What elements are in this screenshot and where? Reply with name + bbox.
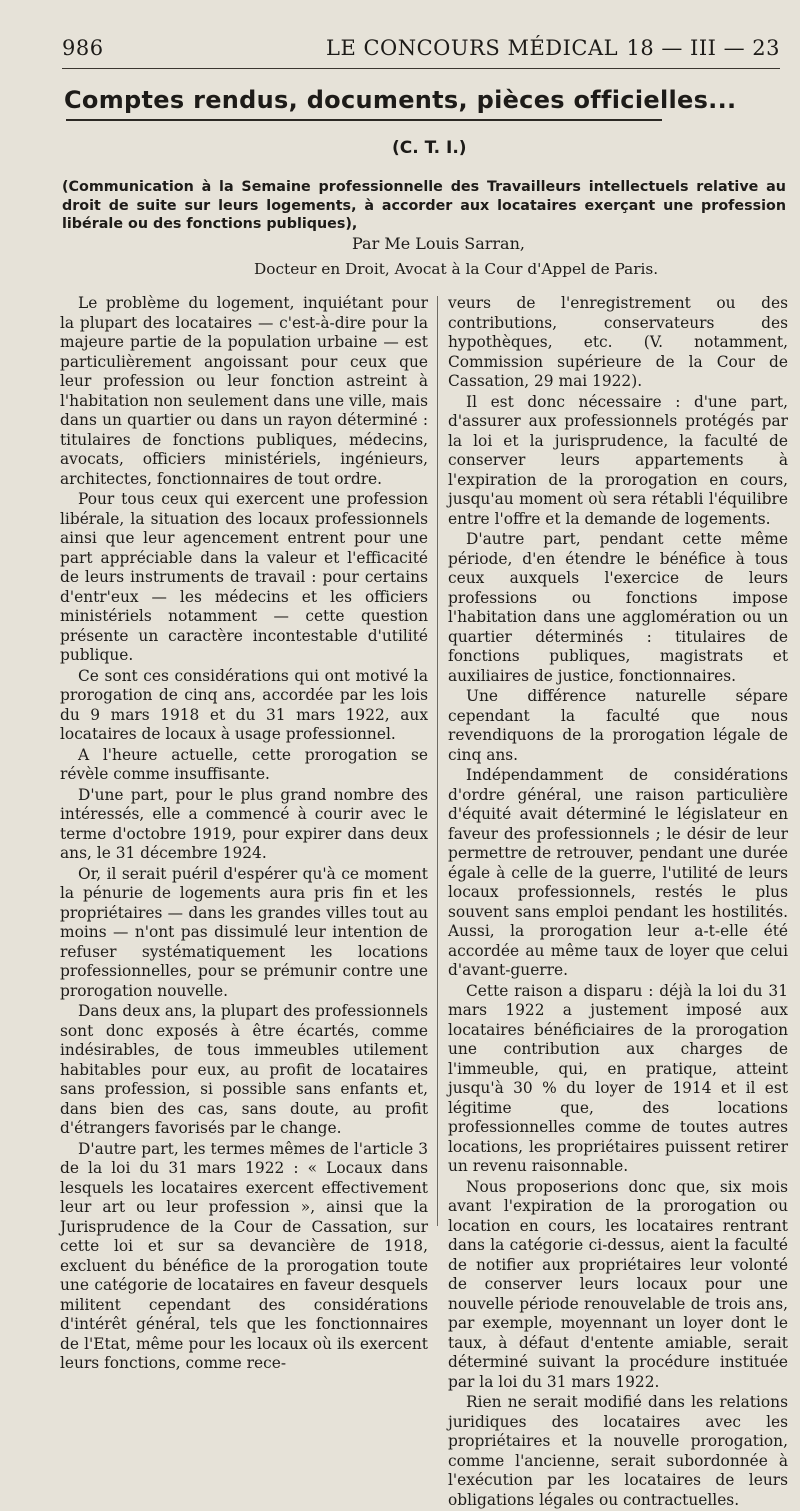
paragraph: Rien ne serait modifié dans les relations juridiques des locataires avec les propriétaires et la nouvelle prorogation, comme l'ancienne, serait subordonnée à l'exécution par les locataires de leurs obligations légales ou contractuelles. — [448, 1393, 788, 1509]
title-underline — [66, 119, 662, 121]
paragraph: Indépendamment de considérations d'ordre général, une raison particulière d'équité avait déterminé le législateur en faveur des professionnels ; le désir de leur permettre de retrouver, pendant une durée égale à celle de la guerre, l'utilité de leurs locaux professionnels, restés le plus souvent sans emploi pendant les hostilités. Aussi, la prorogation leur a-t-elle été accordée au même taux de loyer que celui d'avant-guerre. — [448, 766, 788, 979]
section-title: Comptes rendus, documents, pièces officielles... — [64, 86, 737, 114]
author-title: Docteur en Droit, Avocat à la Cour d'Appel de Paris. — [254, 260, 659, 278]
paragraph: Nous proposerions donc que, six mois avant l'expiration de la prorogation ou location en cours, les locataires rentrant dans la catégorie ci-dessus, aient la faculté de notifier aux propriétaires leur volonté de conserver leurs locaux pour une nouvelle période renouvelable de trois ans, par exemple, moyennant un loyer dont le taux, à défaut d'entente amiable, serait déterminé suivant la procédure instituée par la loi du 31 mars 1922. — [448, 1177, 788, 1391]
paragraph: D'autre part, pendant cette même période, d'en étendre le bénéfice à tous ceux auxquels l'exercice de leurs professions ou fonctions impose l'habitation dans une agglomération ou un quartier déterminés : titulaires de fonctions publiques, magistrats et auxiliaires de justice, fonctionnaires. — [448, 530, 788, 685]
page-number: 986 — [62, 36, 104, 60]
paragraph: Ce sont ces considérations qui ont motivé la prorogation de cinq ans, accordée par les lois du 9 mars 1918 et du 31 mars 1922, aux locataires de locaux à usage professionnel. — [60, 666, 428, 743]
paragraph: Or, il serait puéril d'espérer qu'à ce moment la pénurie de logements aura pris fin et les propriétaires — dans les grandes villes tout au moins — n'ont pas dissimulé leur intention de refuser systématiquement les locations professionnelles, pour se prémunir contre une prorogation nouvelle. — [60, 864, 428, 1000]
paragraph: D'une part, pour le plus grand nombre des intéressés, elle a commencé à courir avec le terme d'octobre 1919, pour expirer dans deux ans, le 31 décembre 1924. — [60, 785, 428, 862]
paragraph: Il est donc nécessaire : d'une part, d'assurer aux professionnels protégés par la loi et la jurisprudence, la faculté de conserver leurs appartements à l'expiration de la prorogation en cours, jusqu'au moment où sera rétabli l'équilibre entre l'offre et la demande de logements. — [448, 392, 788, 528]
running-head — [62, 36, 780, 66]
paragraph: veurs de l'enregistrement ou des contributions, conservateurs des hypothèques, etc. (V. notamment, Commission supérieure de la Cour de Cassation, 29 mai 1922). — [448, 294, 788, 390]
header-rule — [62, 68, 780, 69]
journal-name: LE CONCOURS MÉDICAL — [326, 36, 619, 60]
paragraph: Dans deux ans, la plupart des professionnels sont donc exposés à être écartés, comme indésirables, de tous immeubles utilement habitables pour eux, au profit de locataires sans profession, si possible sans enfants et, dans bien des cas, sans doute, au profit d'étrangers favorisés par le change. — [60, 1002, 428, 1137]
paragraph: Le problème du logement, inquiétant pour la plupart des locataires — c'est-à-dire pour la majeure partie de la population urbaine — est particulièrement angoissant pour ceux que leur profession ou leur fonction astreint à l'habitation non seulement dans une ville, mais dans un quartier ou dans un rayon déterminé : titulaires de fonctions publiques, médecins, avocats, officiers ministériels, ingénieurs, architectes, fonctionnaires de tout ordre. — [60, 294, 428, 488]
cti-heading: (C. T. I.) — [392, 138, 467, 158]
column-divider — [437, 296, 438, 1226]
paragraph: Une différence naturelle sépare cependant la faculté que nous revendiquons de la prorogation légale de cinq ans. — [448, 687, 788, 764]
communication-heading: (Communication à la Semaine professionnelle des Travailleurs intellectuels relative au droit de suite sur leurs logements, à accorder aux locataires exerçant une profession libérale ou des fonctions publiques), — [62, 179, 786, 232]
issue-date: 18 — III — 23 — [626, 36, 780, 60]
paragraph: D'autre part, les termes mêmes de l'article 3 de la loi du 31 mars 1922 : « Locaux dans lesquels les locataires exercent effectivement leur art ou leur profession », ainsi que la Jurisprudence de la Cour de Cassation, sur cette loi et sur sa devancière de 1918, excluent du bénéfice de la prorogation toute une catégorie de locataires en faveur desquels militent cependant des considérations d'intérêt général, tels que les fonctionnaires de l'Etat, même pour les locaux où ils exercent leurs fonctions, comme rece- — [60, 1139, 428, 1372]
paragraph: A l'heure actuelle, cette prorogation se révèle comme insuffisante. — [60, 745, 428, 783]
right-column — [448, 294, 788, 1511]
author-byline: Par Me Louis Sarran, — [352, 234, 525, 253]
left-column — [60, 294, 428, 1375]
paragraph: Cette raison a disparu : déjà la loi du 31 mars 1922 a justement imposé aux locataires bénéficiaires de la prorogation une contribution aux charges de l'immeuble, qui, en pratique, atteint jusqu'à 30 % du loyer de 1914 et il est légitime que, des locations professionnelles comme de toutes autres locations, les propriétaires puissent retirer un revenu raisonnable. — [448, 981, 788, 1175]
paragraph: Pour tous ceux qui exercent une profession libérale, la situation des locaux professionnels ainsi que leur agencement entrent pour une part appréciable dans la valeur et l'efficacité de leurs instruments de travail : pour certains d'entr'eux — les médecins et les officiers ministériels notamment — cette question présente un caractère incontestable d'utilité publique. — [60, 490, 428, 664]
